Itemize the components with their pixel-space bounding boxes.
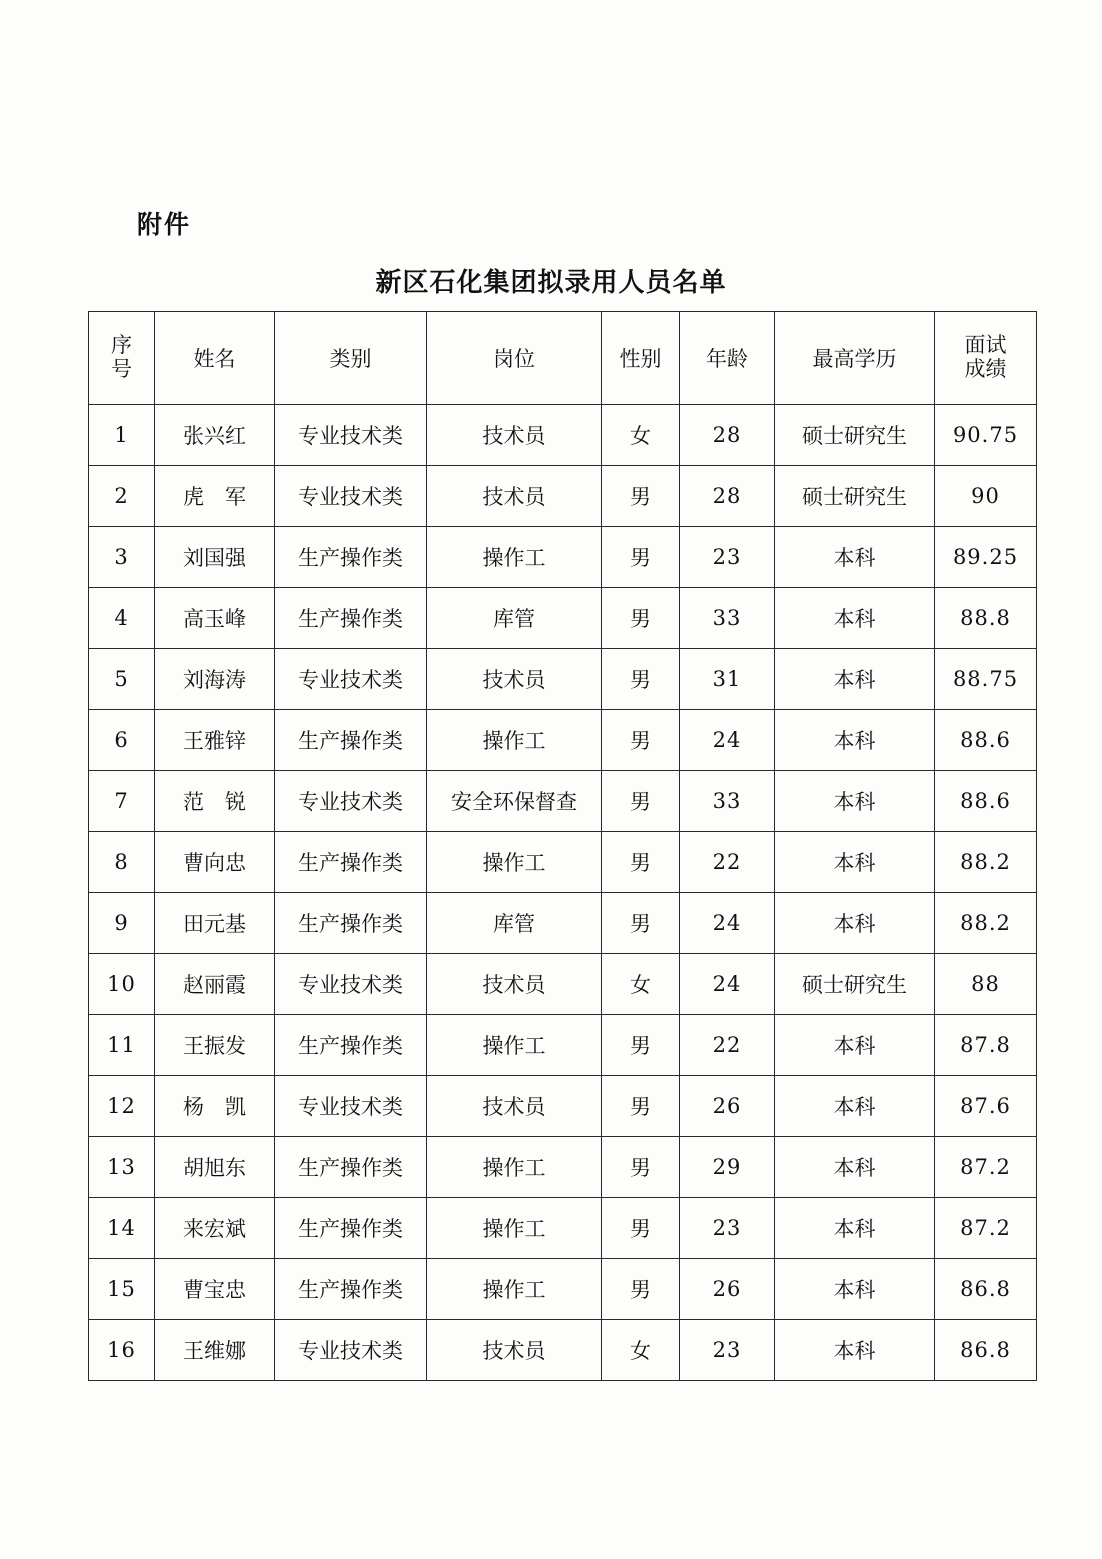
column-header-age: 年龄 [680, 312, 775, 405]
cell-post: 技术员 [427, 954, 602, 1015]
cell-education: 本科 [775, 771, 935, 832]
cell-score: 89.25 [935, 527, 1037, 588]
cell-age: 26 [680, 1259, 775, 1320]
cell-score: 88.8 [935, 588, 1037, 649]
cell-gender: 男 [602, 832, 680, 893]
cell-post: 操作工 [427, 710, 602, 771]
cell-age: 31 [680, 649, 775, 710]
cell-education: 本科 [775, 832, 935, 893]
cell-post: 操作工 [427, 527, 602, 588]
roster-table-wrapper [88, 311, 1036, 1381]
cell-age: 26 [680, 1076, 775, 1137]
cell-category: 生产操作类 [275, 832, 427, 893]
cell-name: 刘海涛 [155, 649, 275, 710]
cell-index: 6 [89, 710, 155, 771]
cell-gender: 男 [602, 771, 680, 832]
column-header-name: 姓名 [155, 312, 275, 405]
cell-score: 87.2 [935, 1137, 1037, 1198]
cell-gender: 男 [602, 588, 680, 649]
table-row [89, 1320, 1037, 1381]
cell-gender: 女 [602, 1320, 680, 1381]
cell-category: 生产操作类 [275, 1198, 427, 1259]
cell-score: 88.2 [935, 832, 1037, 893]
cell-score: 88.6 [935, 710, 1037, 771]
cell-gender: 男 [602, 710, 680, 771]
cell-category: 生产操作类 [275, 1137, 427, 1198]
cell-index: 15 [89, 1259, 155, 1320]
cell-category: 生产操作类 [275, 1259, 427, 1320]
cell-score: 90 [935, 466, 1037, 527]
cell-education: 本科 [775, 893, 935, 954]
column-header-post: 岗位 [427, 312, 602, 405]
column-header-score [935, 312, 1037, 405]
cell-category: 专业技术类 [275, 954, 427, 1015]
table-row [89, 1198, 1037, 1259]
cell-name: 杨 凯 [155, 1076, 275, 1137]
cell-age: 22 [680, 832, 775, 893]
cell-index: 12 [89, 1076, 155, 1137]
cell-index: 3 [89, 527, 155, 588]
cell-education: 本科 [775, 1137, 935, 1198]
cell-index: 11 [89, 1015, 155, 1076]
cell-name: 张兴红 [155, 405, 275, 466]
cell-category: 专业技术类 [275, 771, 427, 832]
cell-score: 90.75 [935, 405, 1037, 466]
cell-post: 操作工 [427, 832, 602, 893]
cell-category: 生产操作类 [275, 893, 427, 954]
table-row [89, 832, 1037, 893]
table-header-row [89, 312, 1037, 405]
cell-gender: 男 [602, 466, 680, 527]
cell-name: 赵丽霞 [155, 954, 275, 1015]
cell-age: 33 [680, 771, 775, 832]
cell-gender: 男 [602, 1015, 680, 1076]
column-header-score-line1: 面试 [964, 333, 1007, 358]
cell-gender: 男 [602, 1259, 680, 1320]
cell-post: 安全环保督查 [427, 771, 602, 832]
table-row [89, 527, 1037, 588]
cell-gender: 男 [602, 649, 680, 710]
column-header-index [89, 312, 155, 405]
cell-name: 王雅锌 [155, 710, 275, 771]
table-row [89, 405, 1037, 466]
cell-gender: 男 [602, 1076, 680, 1137]
table-row [89, 1259, 1037, 1320]
cell-post: 技术员 [427, 466, 602, 527]
cell-age: 24 [680, 710, 775, 771]
cell-gender: 女 [602, 954, 680, 1015]
attachment-label: 附件 [137, 210, 192, 239]
cell-score: 86.8 [935, 1259, 1037, 1320]
cell-index: 1 [89, 405, 155, 466]
cell-education: 本科 [775, 1259, 935, 1320]
column-header-education: 最高学历 [775, 312, 935, 405]
cell-age: 29 [680, 1137, 775, 1198]
cell-category: 生产操作类 [275, 588, 427, 649]
table-row [89, 1015, 1037, 1076]
page-title: 新区石化集团拟录用人员名单 [375, 268, 727, 298]
cell-name: 范 锐 [155, 771, 275, 832]
cell-post: 操作工 [427, 1015, 602, 1076]
cell-age: 33 [680, 588, 775, 649]
cell-age: 28 [680, 466, 775, 527]
column-header-index-line2: 号 [111, 357, 132, 381]
cell-post: 技术员 [427, 649, 602, 710]
cell-category: 专业技术类 [275, 649, 427, 710]
table-row [89, 649, 1037, 710]
table-row [89, 466, 1037, 527]
table-row [89, 893, 1037, 954]
cell-category: 专业技术类 [275, 466, 427, 527]
table-row [89, 588, 1037, 649]
cell-name: 曹宝忠 [155, 1259, 275, 1320]
cell-post: 操作工 [427, 1198, 602, 1259]
column-header-gender: 性别 [602, 312, 680, 405]
cell-age: 22 [680, 1015, 775, 1076]
cell-post: 操作工 [427, 1137, 602, 1198]
cell-index: 16 [89, 1320, 155, 1381]
roster-table [88, 311, 1037, 1381]
cell-index: 5 [89, 649, 155, 710]
cell-score: 87.8 [935, 1015, 1037, 1076]
cell-name: 田元基 [155, 893, 275, 954]
cell-education: 本科 [775, 527, 935, 588]
cell-category: 生产操作类 [275, 1015, 427, 1076]
column-header-category: 类别 [275, 312, 427, 405]
cell-education: 硕士研究生 [775, 405, 935, 466]
cell-index: 7 [89, 771, 155, 832]
cell-post: 库管 [427, 588, 602, 649]
cell-age: 23 [680, 1198, 775, 1259]
cell-name: 高玉峰 [155, 588, 275, 649]
cell-education: 本科 [775, 1198, 935, 1259]
cell-index: 13 [89, 1137, 155, 1198]
cell-post: 操作工 [427, 1259, 602, 1320]
cell-post: 技术员 [427, 405, 602, 466]
column-header-index-line1: 序 [111, 333, 132, 358]
cell-index: 14 [89, 1198, 155, 1259]
table-row [89, 1137, 1037, 1198]
column-header-score-line2: 成绩 [964, 357, 1007, 381]
cell-name: 胡旭东 [155, 1137, 275, 1198]
cell-gender: 女 [602, 405, 680, 466]
cell-name: 刘国强 [155, 527, 275, 588]
cell-age: 28 [680, 405, 775, 466]
cell-category: 专业技术类 [275, 405, 427, 466]
cell-name: 王维娜 [155, 1320, 275, 1381]
table-row [89, 1076, 1037, 1137]
cell-name: 虎 军 [155, 466, 275, 527]
cell-education: 硕士研究生 [775, 954, 935, 1015]
cell-education: 本科 [775, 710, 935, 771]
cell-education: 本科 [775, 649, 935, 710]
cell-education: 本科 [775, 1320, 935, 1381]
cell-score: 88.75 [935, 649, 1037, 710]
cell-category: 生产操作类 [275, 527, 427, 588]
cell-education: 本科 [775, 1015, 935, 1076]
table-row [89, 771, 1037, 832]
cell-post: 技术员 [427, 1320, 602, 1381]
cell-index: 9 [89, 893, 155, 954]
cell-category: 生产操作类 [275, 710, 427, 771]
cell-index: 4 [89, 588, 155, 649]
cell-post: 技术员 [427, 1076, 602, 1137]
cell-score: 88.6 [935, 771, 1037, 832]
cell-index: 2 [89, 466, 155, 527]
cell-education: 硕士研究生 [775, 466, 935, 527]
cell-score: 87.6 [935, 1076, 1037, 1137]
cell-index: 8 [89, 832, 155, 893]
cell-score: 88.2 [935, 893, 1037, 954]
cell-category: 专业技术类 [275, 1320, 427, 1381]
cell-education: 本科 [775, 588, 935, 649]
cell-name: 王振发 [155, 1015, 275, 1076]
cell-gender: 男 [602, 527, 680, 588]
cell-score: 86.8 [935, 1320, 1037, 1381]
cell-gender: 男 [602, 1198, 680, 1259]
cell-score: 88 [935, 954, 1037, 1015]
cell-post: 库管 [427, 893, 602, 954]
cell-score: 87.2 [935, 1198, 1037, 1259]
cell-age: 24 [680, 893, 775, 954]
cell-name: 来宏斌 [155, 1198, 275, 1259]
table-row [89, 710, 1037, 771]
cell-gender: 男 [602, 1137, 680, 1198]
cell-age: 23 [680, 527, 775, 588]
cell-name: 曹向忠 [155, 832, 275, 893]
cell-category: 专业技术类 [275, 1076, 427, 1137]
cell-education: 本科 [775, 1076, 935, 1137]
cell-age: 23 [680, 1320, 775, 1381]
cell-index: 10 [89, 954, 155, 1015]
cell-gender: 男 [602, 893, 680, 954]
cell-age: 24 [680, 954, 775, 1015]
table-row [89, 954, 1037, 1015]
